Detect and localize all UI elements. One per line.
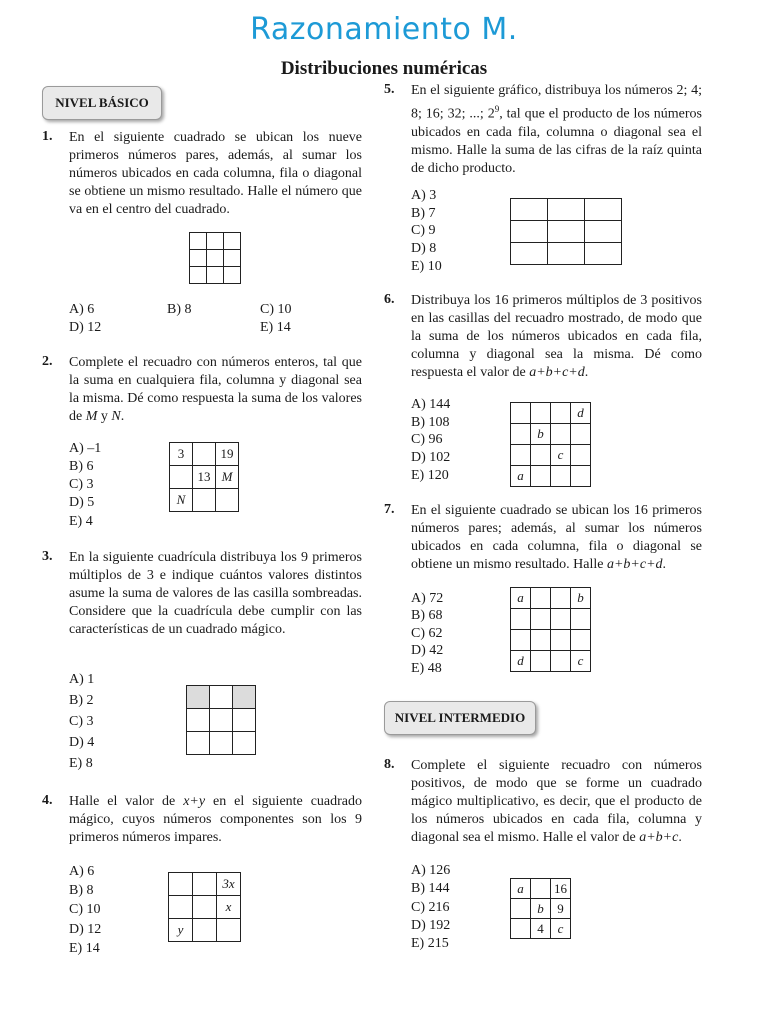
grid-cell xyxy=(531,403,551,424)
question-7-text: En el siguiente cuadrado se ubican los 16 primeros números pares; además, al sumar los números ubicados en cada columna, fila o diagonal se obtiene un mismo resultado. Halle a+b+c+d. xyxy=(411,503,702,572)
question-1-grid xyxy=(189,232,241,284)
question-7-grid xyxy=(510,587,591,672)
question-4-number: 4. xyxy=(42,793,53,808)
grid-cell: b xyxy=(571,588,591,609)
grid-cell: y xyxy=(169,919,193,942)
grid-cell-shaded xyxy=(187,686,210,709)
grid-cell xyxy=(193,873,217,896)
grid-cell: c xyxy=(571,651,591,672)
grid-cell xyxy=(511,609,531,630)
grid-cell xyxy=(571,630,591,651)
grid-cell xyxy=(551,403,571,424)
grid-cell xyxy=(571,609,591,630)
grid-cell xyxy=(511,899,531,919)
grid-cell: a xyxy=(511,879,531,899)
grid-cell xyxy=(210,686,233,709)
page-subtitle: Distribuciones numéricas xyxy=(280,58,488,79)
question-4-grid xyxy=(168,872,241,942)
question-8-number: 8. xyxy=(384,757,395,772)
grid-cell xyxy=(531,588,551,609)
question-6-option-d: D) 102 xyxy=(411,450,451,465)
grid-cell: 3 xyxy=(170,443,193,466)
grid-cell xyxy=(511,403,531,424)
grid-cell xyxy=(571,466,591,487)
question-5-option-a: A) 3 xyxy=(411,188,437,203)
question-2-option-e: E) 4 xyxy=(69,514,93,529)
grid-cell: N xyxy=(170,489,193,512)
grid-cell xyxy=(551,424,571,445)
grid-cell xyxy=(216,489,239,512)
grid-cell xyxy=(217,919,241,942)
grid-cell xyxy=(531,630,551,651)
question-5-text: En el siguiente gráfico, distribuya los números 2; 4; 8; 16; 32; ...; $2^9$, tal que el producto de los números ubicados en cada fila, columna o diagonal sea el mismo. Halle la suma de las cifras de la raíz quinta de dicho producto. xyxy=(411,83,702,176)
grid-cell: 4 xyxy=(531,919,551,939)
question-2-number: 2. xyxy=(42,354,53,369)
grid-cell xyxy=(511,445,531,466)
question-2-option-a: A) –1 xyxy=(69,441,102,456)
grid-cell xyxy=(511,919,531,939)
question-4-option-c: C) 10 xyxy=(69,902,101,917)
grid-cell: 19 xyxy=(216,443,239,466)
question-8-grid xyxy=(510,878,571,939)
question-3-option-a: A) 1 xyxy=(69,672,95,687)
grid-cell: x xyxy=(217,896,241,919)
grid-cell xyxy=(193,489,216,512)
question-5-option-d: D) 8 xyxy=(411,241,437,256)
grid-cell: 9 xyxy=(551,899,571,919)
question-6-expression: a+b+c+d xyxy=(529,365,585,380)
grid-cell xyxy=(531,651,551,672)
question-3-text: En la siguiente cuadrícula distribuya los 9 primeros múltiplos de 3 e indique cuántos valores distintos asume la suma de valores de las casilla sombreadas. Considere que la cuadrícula debe cumplir con las características de un cuadrado mágico. xyxy=(69,550,362,637)
grid-cell xyxy=(551,466,571,487)
question-5-grid xyxy=(510,198,622,265)
question-1-option-c: C) 10 xyxy=(260,302,292,317)
question-7-option-c: C) 62 xyxy=(411,626,443,641)
question-8-text: Complete el siguiente recuadro con números positivos, de modo que se forme un cuadrado mágico multiplicativo, es decir, que el producto de los números ubicados en cada fila, columna y diagonal sea el mismo. Halle el valor de a+b+c. xyxy=(411,758,702,845)
grid-cell: M xyxy=(216,466,239,489)
question-2-grid xyxy=(169,442,239,512)
question-1-option-b: B) 8 xyxy=(167,302,192,317)
question-4-option-d: D) 12 xyxy=(69,922,102,937)
question-7-option-e: E) 48 xyxy=(411,661,442,676)
question-7-option-b: B) 68 xyxy=(411,608,443,623)
question-6-option-c: C) 96 xyxy=(411,432,443,447)
grid-cell: a xyxy=(511,588,531,609)
question-6-option-a: A) 144 xyxy=(411,397,451,412)
grid-cell: c xyxy=(551,445,571,466)
question-2-option-b: B) 6 xyxy=(69,459,94,474)
question-5-option-c: C) 9 xyxy=(411,223,436,238)
grid-cell xyxy=(193,896,217,919)
question-6-number: 6. xyxy=(384,292,395,307)
question-3-option-c: C) 3 xyxy=(69,714,94,729)
grid-cell: a xyxy=(511,466,531,487)
question-1-option-a: A) 6 xyxy=(69,302,95,317)
question-5-exponent: 9 xyxy=(494,104,500,114)
question-4-option-e: E) 14 xyxy=(69,941,100,956)
grid-cell xyxy=(531,879,551,899)
question-7-expression: a+b+c+d xyxy=(606,557,663,572)
question-5-option-e: E) 10 xyxy=(411,259,442,274)
grid-cell: b xyxy=(531,899,551,919)
grid-cell xyxy=(169,896,193,919)
question-8-option-c: C) 216 xyxy=(411,900,450,915)
grid-cell xyxy=(531,466,551,487)
level-badge-basico: NIVEL BÁSICO xyxy=(42,86,162,120)
question-2-option-c: C) 3 xyxy=(69,477,94,492)
grid-cell: d xyxy=(511,651,531,672)
question-1-text: En el siguiente cuadrado se ubican los nueve primeros números pares, además, al sumar los números ubicados en cada columna, fila o diagonal se obtiene un mismo resultado. Halle el número que va en el centro del cuadrado. xyxy=(69,130,362,217)
grid-cell xyxy=(193,443,216,466)
grid-cell: 13 xyxy=(193,466,216,489)
question-8-option-e: E) 215 xyxy=(411,936,449,951)
question-7-option-d: D) 42 xyxy=(411,643,444,658)
question-6-text: Distribuya los 16 primeros múltiplos de 3 positivos en las casillas del recuadro mostrado, de modo que la suma de los números ubicados en cada fila, columna y diagonal sea la misma. Dé como respuesta el valor de a+b+c+d. xyxy=(411,293,702,380)
question-1-option-e: E) 14 xyxy=(260,320,291,335)
grid-cell xyxy=(511,630,531,651)
question-8-option-b: B) 144 xyxy=(411,881,450,896)
grid-cell xyxy=(551,651,571,672)
grid-cell xyxy=(571,445,591,466)
question-5-option-b: B) 7 xyxy=(411,206,436,221)
page-title: Razonamiento M. xyxy=(250,12,518,47)
grid-cell: d xyxy=(571,403,591,424)
question-3-grid xyxy=(186,685,256,755)
question-3-option-d: D) 4 xyxy=(69,735,95,750)
grid-cell xyxy=(531,609,551,630)
question-1-number: 1. xyxy=(42,129,53,144)
question-5-number: 5. xyxy=(384,82,395,97)
grid-cell xyxy=(169,873,193,896)
grid-cell: 16 xyxy=(551,879,571,899)
question-4-expression: x+y xyxy=(183,794,206,809)
question-2-var-m: M xyxy=(85,409,98,424)
question-6-option-e: E) 120 xyxy=(411,468,449,483)
grid-cell xyxy=(551,609,571,630)
grid-cell xyxy=(531,445,551,466)
question-7-option-a: A) 72 xyxy=(411,591,444,606)
grid-cell: b xyxy=(531,424,551,445)
question-8-option-a: A) 126 xyxy=(411,863,451,878)
question-6-option-b: B) 108 xyxy=(411,415,450,430)
question-8-expression: a+b+c xyxy=(639,830,679,845)
grid-cell: 3x xyxy=(217,873,241,896)
question-4-option-a: A) 6 xyxy=(69,864,95,879)
grid-cell xyxy=(571,424,591,445)
grid-cell xyxy=(551,630,571,651)
question-4-text: Halle el valor de x+y en el siguiente cuadrado mágico, cuyos números componentes son los 9 primeros números impares. xyxy=(69,794,363,845)
question-2-var-n: N xyxy=(111,409,121,424)
grid-cell xyxy=(511,424,531,445)
grid-cell xyxy=(551,588,571,609)
question-2-option-d: D) 5 xyxy=(69,495,95,510)
question-8-option-d: D) 192 xyxy=(411,918,451,933)
grid-cell-shaded xyxy=(233,686,256,709)
question-6-grid xyxy=(510,402,591,487)
question-7-number: 7. xyxy=(384,502,395,517)
question-2-text: Complete el recuadro con números enteros, tal que la suma en cualquiera fila, columna y diagonal sea la misma. Dé como respuesta la suma de los valores de M y N. xyxy=(69,355,362,424)
grid-cell xyxy=(193,919,217,942)
question-3-option-e: E) 8 xyxy=(69,756,93,771)
question-3-number: 3. xyxy=(42,549,53,564)
question-1-option-d: D) 12 xyxy=(69,320,102,335)
question-3-option-b: B) 2 xyxy=(69,693,94,708)
grid-cell: c xyxy=(551,919,571,939)
level-badge-intermedio: NIVEL INTERMEDIO xyxy=(384,701,536,735)
grid-cell xyxy=(170,466,193,489)
question-4-option-b: B) 8 xyxy=(69,883,94,898)
